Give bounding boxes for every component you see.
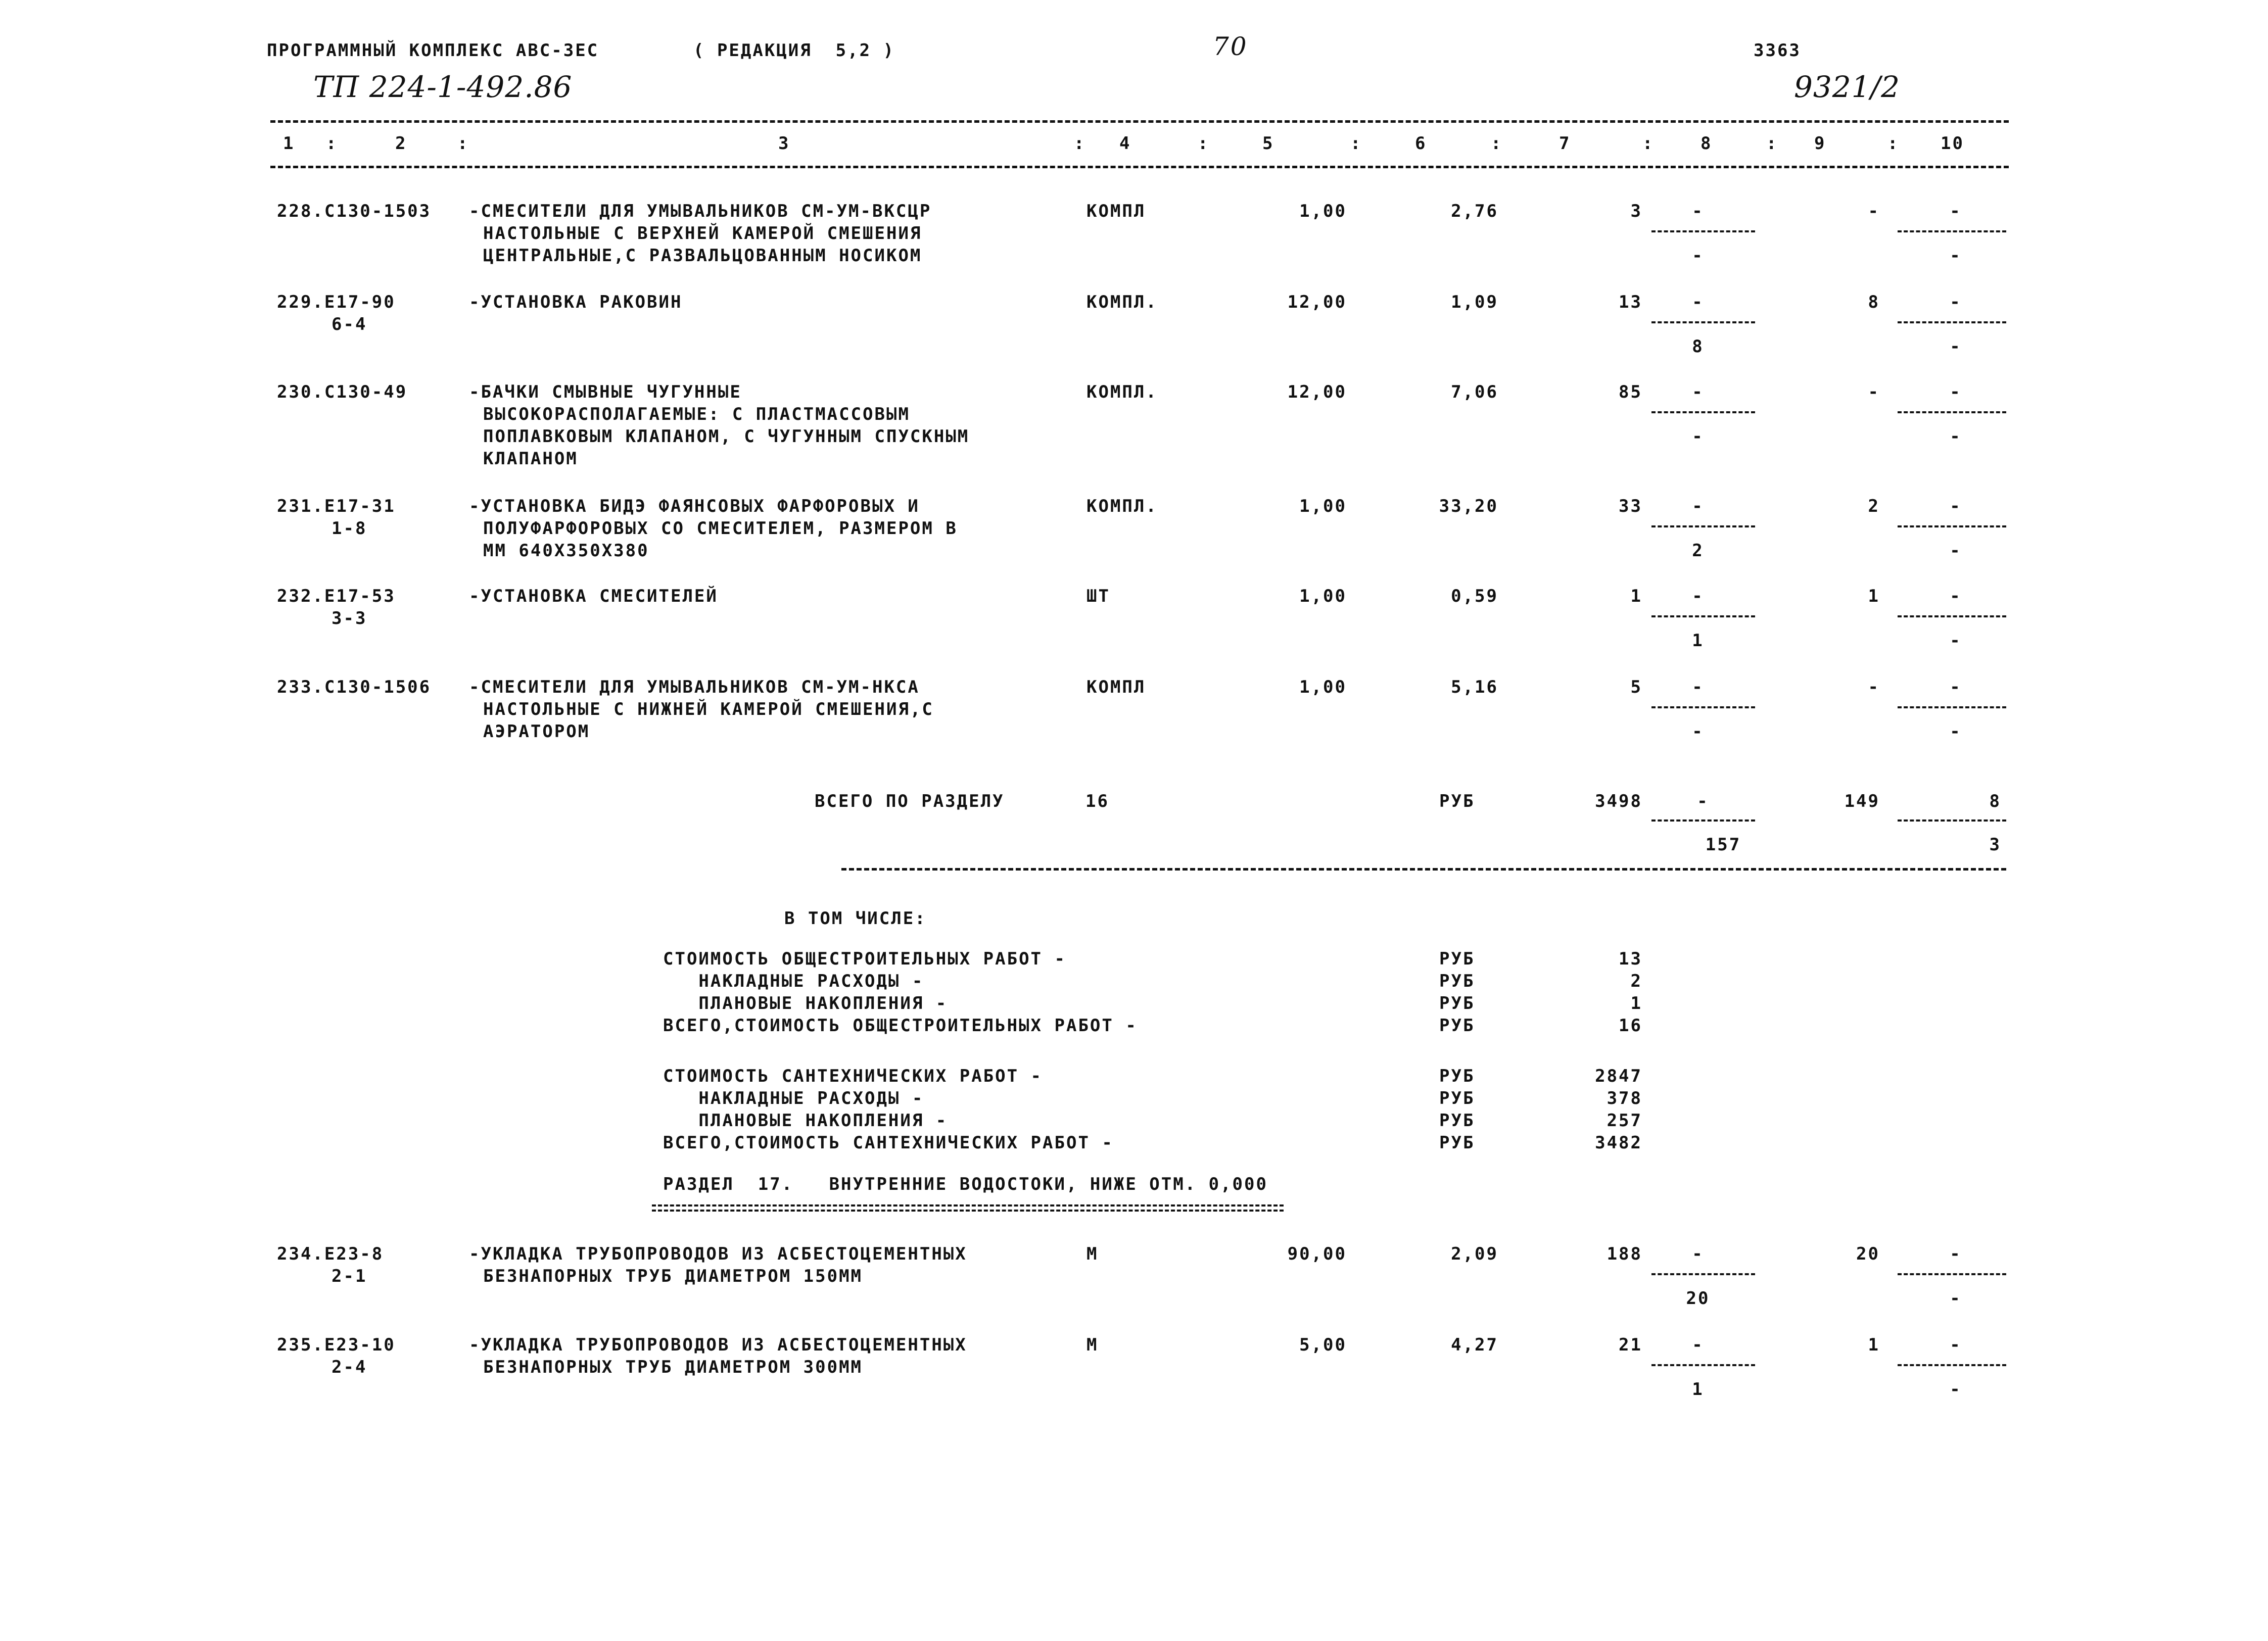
column-header-7: 7 [1559, 133, 1571, 154]
row-c8-rule [1651, 1273, 1755, 1275]
row-c8-top: - [1692, 382, 1704, 402]
row-c8-top: - [1692, 586, 1704, 606]
row-description-line: КЛАПАНОМ [483, 449, 578, 469]
row-c8-rule [1651, 615, 1755, 617]
row-unit: М [1086, 1244, 1099, 1264]
section-total-c10-bottom: 3 [1989, 835, 2001, 855]
row-quantity: 1,00 [1299, 201, 1347, 221]
row-c10-bottom: - [1950, 246, 1962, 266]
row-code-suffix: 2-4 [332, 1357, 367, 1377]
breakdown-label: ПЛАНОВЫЕ НАКОПЛЕНИЯ - [663, 1111, 948, 1131]
row-c10-rule [1898, 1273, 2006, 1275]
row-code-suffix: 1-8 [332, 518, 367, 539]
row-total: 85 [1619, 382, 1642, 402]
row-total: 33 [1619, 496, 1642, 516]
row-unit-price: 7,06 [1451, 382, 1498, 402]
row-description-line: БЕЗНАПОРНЫХ ТРУБ ДИАМЕТРОМ 300ММ [483, 1357, 863, 1377]
row-c10-bottom: - [1950, 1379, 1962, 1399]
row-description-line: -УСТАНОВКА БИДЭ ФАЯНСОВЫХ ФАРФОРОВЫХ И [469, 496, 920, 516]
row-total: 5 [1630, 677, 1642, 697]
row-code-suffix: 3-3 [332, 608, 367, 629]
row-c10-top: - [1950, 677, 1962, 697]
row-description-line: ПОЛУФАРФОРОВЫХ СО СМЕСИТЕЛЕМ, РАЗМЕРОМ В [483, 518, 958, 539]
breakdown-label: СТОИМОСТЬ ОБЩЕСТРОИТЕЛЬНЫХ РАБОТ - [663, 949, 1066, 969]
column-separator: : [457, 133, 469, 154]
section-total-c8-rule [1651, 819, 1755, 822]
program-title: ПРОГРАММНЫЙ КОМПЛЕКС АВС-3ЕС [267, 40, 599, 61]
row-total: 188 [1606, 1244, 1642, 1264]
document-number: ТП 224-1-492.86 [313, 70, 573, 104]
edition-label: ( РЕДАКЦИЯ 5,2 ) [693, 40, 895, 61]
column-header-8: 8 [1700, 133, 1713, 154]
row-description-line: ЦЕНТРАЛЬНЫЕ,С РАЗВАЛЬЦОВАННЫМ НОСИКОМ [483, 246, 922, 266]
row-c10-top: - [1950, 382, 1962, 402]
breakdown-value: 378 [1606, 1088, 1642, 1108]
row-description-line: -УКЛАДКА ТРУБОПРОВОДОВ ИЗ АСБЕСТОЦЕМЕНТНЫХ [469, 1244, 967, 1264]
row-c10-bottom: - [1950, 1288, 1962, 1309]
row-unit: КОМПЛ. [1086, 292, 1158, 312]
row-unit-price: 5,16 [1451, 677, 1498, 697]
row-code: 228.С130-1503 [277, 201, 432, 221]
row-c10-rule [1898, 525, 2006, 527]
breakdown-value: 3482 [1595, 1133, 1642, 1153]
section-total-c8-top: - [1697, 791, 1709, 811]
row-c10-rule [1898, 706, 2006, 708]
row-unit-price: 2,09 [1451, 1244, 1498, 1264]
row-quantity: 12,00 [1287, 292, 1347, 312]
row-description-line: -УСТАНОВКА РАКОВИН [469, 292, 683, 312]
breakdown-unit: РУБ [1439, 993, 1475, 1013]
row-description-line: НАСТОЛЬНЫЕ С НИЖНЕЙ КАМЕРОЙ СМЕШЕНИЯ,С [483, 699, 934, 719]
row-code: 230.С130-49 [277, 382, 408, 402]
row-description-line: -УСТАНОВКА СМЕСИТЕЛЕЙ [469, 586, 718, 606]
breakdown-value: 1 [1630, 993, 1642, 1013]
row-c9: - [1868, 677, 1880, 697]
row-c10-bottom: - [1950, 721, 1962, 742]
including-heading: В ТОМ ЧИСЛЕ: [784, 908, 927, 929]
row-c9: 1 [1868, 1335, 1880, 1355]
row-c9: - [1868, 382, 1880, 402]
row-description-line: БЕЗНАПОРНЫХ ТРУБ ДИАМЕТРОМ 150ММ [483, 1266, 863, 1286]
row-c8-top: - [1692, 292, 1704, 312]
column-separator: : [1074, 133, 1086, 154]
breakdown-value: 2847 [1595, 1066, 1642, 1086]
row-c8-bottom: - [1692, 426, 1704, 447]
row-c10-bottom: - [1950, 336, 1962, 357]
row-c10-top: - [1950, 1244, 1962, 1264]
column-header-1: 1 [283, 133, 295, 154]
row-c10-rule [1898, 411, 2006, 413]
row-unit-price: 0,59 [1451, 586, 1498, 606]
breakdown-unit: РУБ [1439, 949, 1475, 969]
row-description-line: -БАЧКИ СМЫВНЫЕ ЧУГУННЫЕ [469, 382, 742, 402]
row-description-line: АЭРАТОРОМ [483, 721, 590, 742]
breakdown-label: ВСЕГО,СТОИМОСТЬ ОБЩЕСТРОИТЕЛЬНЫХ РАБОТ - [663, 1016, 1138, 1036]
row-c10-rule [1898, 615, 2006, 617]
row-total: 21 [1619, 1335, 1642, 1355]
row-c8-top: - [1692, 1244, 1704, 1264]
breakdown-value: 257 [1606, 1111, 1642, 1131]
breakdown-unit: РУБ [1439, 1111, 1475, 1131]
row-c9: - [1868, 201, 1880, 221]
row-code: 232.Е17-53 [277, 586, 396, 606]
row-c10-rule [1898, 321, 2006, 323]
breakdown-unit: РУБ [1439, 1088, 1475, 1108]
row-c9: 2 [1868, 496, 1880, 516]
row-unit-price: 1,09 [1451, 292, 1498, 312]
row-description-line: -СМЕСИТЕЛИ ДЛЯ УМЫВАЛЬНИКОВ СМ-УМ-ВКСЦР [469, 201, 932, 221]
row-c10-bottom: - [1950, 426, 1962, 447]
row-c8-top: - [1692, 201, 1704, 221]
section-total-unit: РУБ [1439, 791, 1475, 811]
column-header-4: 4 [1119, 133, 1131, 154]
row-c8-rule [1651, 525, 1755, 527]
row-c10-top: - [1950, 496, 1962, 516]
row-code: 235.Е23-10 [277, 1335, 396, 1355]
breakdown-label: НАКЛАДНЫЕ РАСХОДЫ - [663, 971, 924, 991]
column-header-2: 2 [395, 133, 407, 154]
row-code: 229.Е17-90 [277, 292, 396, 312]
section-total-c8-bottom: 157 [1705, 835, 1741, 855]
row-description-line: -СМЕСИТЕЛИ ДЛЯ УМЫВАЛЬНИКОВ СМ-УМ-НКСА [469, 677, 920, 697]
breakdown-label: СТОИМОСТЬ САНТЕХНИЧЕСКИХ РАБОТ - [663, 1066, 1043, 1086]
row-unit: КОМПЛ [1086, 201, 1146, 221]
column-header-3: 3 [778, 133, 790, 154]
row-c10-top: - [1950, 1335, 1962, 1355]
row-code-suffix: 6-4 [332, 314, 367, 334]
column-header-10: 10 [1941, 133, 1964, 154]
column-separator: : [326, 133, 338, 154]
row-description-line: ВЫСОКОРАСПОЛАГАЕМЫЕ: С ПЛАСТМАССОВЫМ [483, 404, 910, 424]
row-description-line: ММ 640Х350Х380 [483, 541, 649, 561]
row-c8-bottom: 1 [1692, 1379, 1704, 1399]
row-quantity: 1,00 [1299, 496, 1347, 516]
row-description-line: НАСТОЛЬНЫЕ С ВЕРХНЕЙ КАМЕРОЙ СМЕШЕНИЯ [483, 223, 922, 244]
section-17-title: РАЗДЕЛ 17. ВНУТРЕННИЕ ВОДОСТОКИ, НИЖЕ ОТМ. 0,000 [663, 1174, 1268, 1194]
row-description-line: -УКЛАДКА ТРУБОПРОВОДОВ ИЗ АСБЕСТОЦЕМЕНТНЫХ [469, 1335, 967, 1355]
column-separator: : [1350, 133, 1362, 154]
row-c8-bottom: 2 [1692, 541, 1704, 561]
row-c8-top: - [1692, 677, 1704, 697]
page-number: 70 [1213, 32, 1248, 61]
row-c8-bottom: 20 [1686, 1288, 1710, 1309]
column-header-9: 9 [1814, 133, 1826, 154]
code-number: 3363 [1754, 40, 1801, 61]
column-separator: : [1642, 133, 1655, 154]
row-c8-rule [1651, 706, 1755, 708]
row-c8-bottom: - [1692, 246, 1704, 266]
row-quantity: 1,00 [1299, 677, 1347, 697]
row-code-suffix: 2-1 [332, 1266, 367, 1286]
row-quantity: 90,00 [1287, 1244, 1347, 1264]
row-c8-rule [1651, 1364, 1755, 1366]
column-header-6: 6 [1415, 133, 1427, 154]
breakdown-unit: РУБ [1439, 971, 1475, 991]
section-total-label: ВСЕГО ПО РАЗДЕЛУ [815, 791, 1005, 811]
breakdown-unit: РУБ [1439, 1133, 1475, 1153]
row-c10-bottom: - [1950, 631, 1962, 651]
row-total: 13 [1619, 292, 1642, 312]
header-rule-bottom [270, 166, 2009, 168]
row-c9: 1 [1868, 586, 1880, 606]
column-header-5: 5 [1262, 133, 1274, 154]
row-c9: 8 [1868, 292, 1880, 312]
row-c10-top: - [1950, 586, 1962, 606]
breakdown-unit: РУБ [1439, 1066, 1475, 1086]
row-quantity: 12,00 [1287, 382, 1347, 402]
breakdown-unit: РУБ [1439, 1016, 1475, 1036]
column-separator: : [1887, 133, 1900, 154]
header-rule-top [270, 120, 2009, 123]
row-quantity: 1,00 [1299, 586, 1347, 606]
breakdown-value: 13 [1619, 949, 1642, 969]
column-separator: : [1491, 133, 1503, 154]
column-separator: : [1766, 133, 1778, 154]
row-unit: ШТ [1086, 586, 1110, 606]
row-c10-rule [1898, 230, 2006, 232]
breakdown-value: 16 [1619, 1016, 1642, 1036]
section-total-rule [841, 868, 2006, 871]
section-total-c9: 149 [1844, 791, 1880, 811]
sheet-number: 9321/2 [1794, 70, 1901, 104]
section-total-count: 16 [1085, 791, 1109, 811]
row-c8-bottom: 8 [1692, 336, 1704, 357]
row-c10-bottom: - [1950, 541, 1962, 561]
row-unit: КОМПЛ. [1086, 496, 1158, 516]
breakdown-label: НАКЛАДНЫЕ РАСХОДЫ - [663, 1088, 924, 1108]
row-c8-rule [1651, 321, 1755, 323]
row-unit: КОМПЛ [1086, 677, 1146, 697]
row-c8-rule [1651, 230, 1755, 232]
row-total: 3 [1630, 201, 1642, 221]
row-code: 233.С130-1506 [277, 677, 432, 697]
row-c10-rule [1898, 1364, 2006, 1366]
row-c9: 20 [1856, 1244, 1880, 1264]
row-unit-price: 2,76 [1451, 201, 1498, 221]
row-c8-rule [1651, 411, 1755, 413]
breakdown-value: 2 [1630, 971, 1642, 991]
row-c8-bottom: - [1692, 721, 1704, 742]
row-unit: КОМПЛ. [1086, 382, 1158, 402]
section-total-c10-rule [1898, 819, 2006, 822]
row-c8-top: - [1692, 496, 1704, 516]
row-c8-top: - [1692, 1335, 1704, 1355]
row-quantity: 5,00 [1299, 1335, 1347, 1355]
row-code: 231.Е17-31 [277, 496, 396, 516]
row-c10-top: - [1950, 201, 1962, 221]
section-17-underline-2 [652, 1210, 1284, 1212]
row-unit: М [1086, 1335, 1099, 1355]
section-total-value: 3498 [1595, 791, 1642, 811]
breakdown-label: ВСЕГО,СТОИМОСТЬ САНТЕХНИЧЕСКИХ РАБОТ - [663, 1133, 1114, 1153]
section-total-c10-top: 8 [1989, 791, 2001, 811]
row-unit-price: 4,27 [1451, 1335, 1498, 1355]
column-separator: : [1198, 133, 1210, 154]
row-code: 234.Е23-8 [277, 1244, 384, 1264]
row-unit-price: 33,20 [1439, 496, 1498, 516]
row-total: 1 [1630, 586, 1642, 606]
breakdown-label: ПЛАНОВЫЕ НАКОПЛЕНИЯ - [663, 993, 948, 1013]
row-description-line: ПОПЛАВКОВЫМ КЛАПАНОМ, С ЧУГУННЫМ СПУСКНЫМ [483, 426, 970, 447]
section-17-underline-1 [652, 1204, 1284, 1206]
row-c10-top: - [1950, 292, 1962, 312]
row-c8-bottom: 1 [1692, 631, 1704, 651]
